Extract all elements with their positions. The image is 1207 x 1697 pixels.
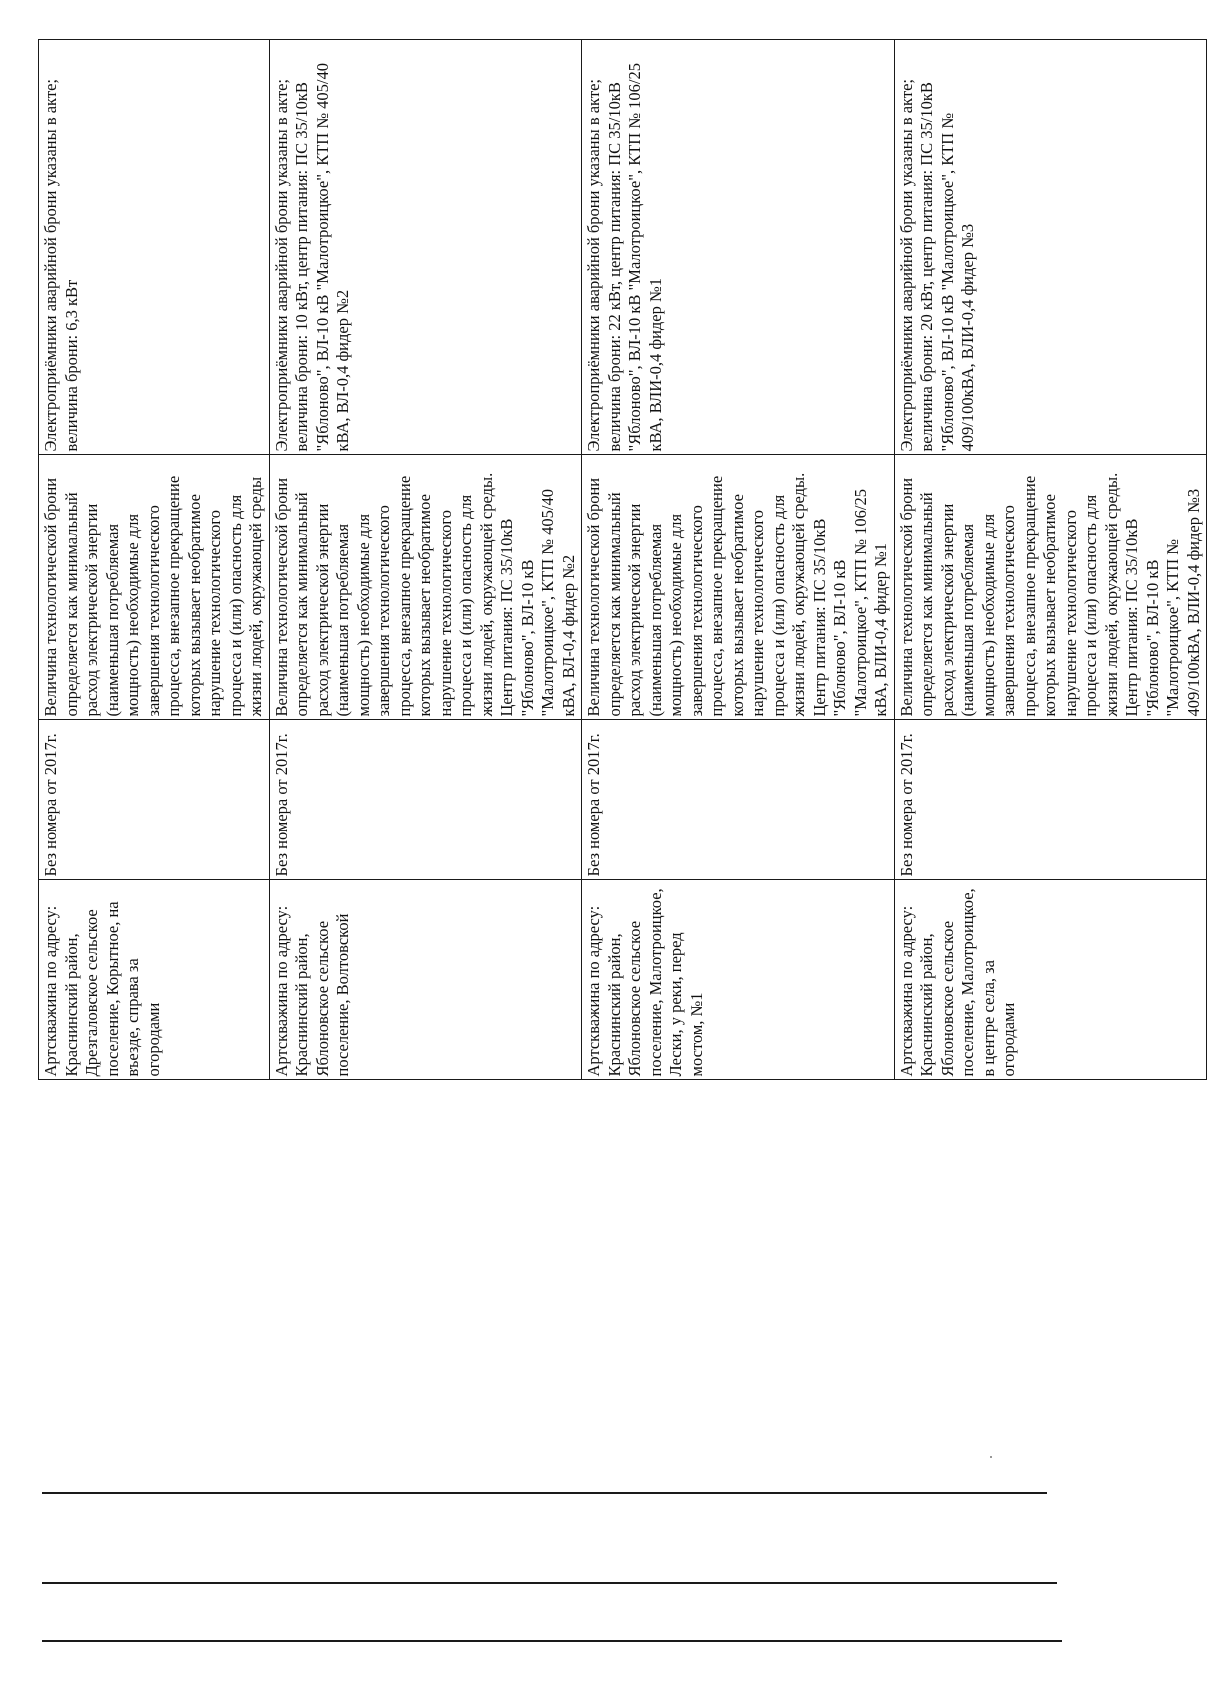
emergency-reserve-text: Электроприёмники аварийной брони указаны в акте; величина брони: 10 кВт, центр питания: ПС 35/10кВ "Яблоново", ВЛ-10 кВ "Малотроицкое", КТП № 405/40 кВА, ВЛ-0,4 фидер №2 — [271, 62, 352, 452]
address-text: Артскважина по адресу: Краснинский район, Яблоновское сельское поселение, Волтовской — [271, 905, 352, 1077]
act-text: Без номера от 2017г. — [41, 733, 60, 877]
empty-column-cell — [894, 1080, 1207, 1645]
bottom-rule-1 — [42, 1492, 1047, 1494]
table-row — [582, 40, 895, 1645]
tech-reserve-cell — [582, 455, 895, 720]
address-cell — [894, 880, 1207, 1080]
act-cell — [894, 720, 1207, 880]
tech-reserve-text: Величина технологической брони определяется как минимальный расход электрической энергии (наименьшая потребляемая мощность) необходимые для завершения технологического процесса, внезапное прекращение которых вызывает необратимое нарушение технологического процесса и (или) опасность для жизни людей, окружающей среды. Центр питания: ПС 35/10кВ "Яблоново", ВЛ-10 кВ "Малотроицкое", КТП № 405/40 кВА, ВЛ-0,4 фидер №2 — [271, 472, 578, 717]
empty-column-cell — [39, 1080, 270, 1645]
address-text: Артскважина по адресу: Краснинский район, Яблоновское сельское поселение, Малотроицкое, в центре села, за огородами — [896, 888, 1018, 1077]
tech-reserve-cell — [39, 455, 270, 720]
address-text: Артскважина по адресу: Краснинский район, Яблоновское сельское поселение, Малотроицкое, Лески, у реки, перед мостом, №1 — [584, 888, 706, 1077]
scan-speck — [990, 1456, 992, 1458]
bottom-rule-2 — [42, 1582, 1057, 1584]
emergency-reserve-cell — [894, 40, 1207, 455]
tech-reserve-text: Величина технологической брони определяется как минимальный расход электрической энергии (наименьшая потребляемая мощность) необходимые для завершения технологического процесса, внезапное прекращение которых вызывает необратимое нарушение технологического процесса и (или) опасность для жизни людей, окружающей среды. Центр питания: ПС 35/10кВ "Яблоново", ВЛ-10 кВ "Малотроицкое", КТП № 106/25 кВА, ВЛИ-0,4 фидер №1 — [584, 472, 890, 717]
tech-reserve-cell — [894, 455, 1207, 720]
emergency-reserve-cell — [39, 40, 270, 455]
tech-reserve-text: Величина технологической брони определяется как минимальный расход электрической энергии (наименьшая потребляемая мощность) необходимые для завершения технологического процесса, внезапное прекращение которых вызывает необратимое нарушение технологического процесса и (или) опасность для жизни людей, окружающей среды — [41, 475, 265, 717]
tech-reserve-cell — [269, 455, 582, 720]
reserve-table — [38, 40, 1207, 1646]
act-text: Без номера от 2017г. — [896, 733, 916, 877]
act-cell — [582, 720, 895, 880]
emergency-reserve-text: Электроприёмники аварийной брони указаны в акте; величина брони: 20 кВт, центр питания: ПС 35/10кВ "Яблоново", ВЛ-10 кВ "Малотроицкое", КТП № 409/100кВА, ВЛИ-0,4 фидер №3 — [896, 79, 977, 452]
table-row — [894, 40, 1207, 1645]
empty-column-cell — [269, 1080, 582, 1645]
emergency-reserve-text: Электроприёмники аварийной брони указаны в акте; величина брони: 22 кВт, центр питания: ПС 35/10кВ "Яблоново", ВЛ-10 кВ "Малотроицкое", КТП № 106/25 кВА, ВЛИ-0,4 фидер №1 — [584, 62, 665, 452]
act-text: Без номера от 2017г. — [584, 733, 603, 877]
address-cell — [39, 880, 270, 1080]
address-cell — [582, 880, 895, 1080]
act-text: Без номера от 2017г. — [271, 733, 291, 877]
emergency-reserve-cell — [269, 40, 582, 455]
emergency-reserve-cell — [582, 40, 895, 455]
act-cell — [39, 720, 270, 880]
act-cell — [269, 720, 582, 880]
table-row — [269, 40, 582, 1645]
rotated-table-sheet — [38, 40, 1203, 1645]
emergency-reserve-text: Электроприёмники аварийной брони указаны в акте; величина брони: 6,3 кВт — [41, 79, 81, 452]
empty-column-cell — [582, 1080, 895, 1645]
address-cell — [269, 880, 582, 1080]
table-row — [39, 40, 270, 1645]
bottom-rule-3 — [42, 1640, 1062, 1642]
tech-reserve-text: Величина технологической брони определяется как минимальный расход электрической энергии (наименьшая потребляемая мощность) необходимые для завершения технологического процесса, внезапное прекращение которых вызывает необратимое нарушение технологического процесса и (или) опасность для жизни людей, окружающей среды. Центр питания: ПС 35/10кВ "Яблоново", ВЛ-10 кВ "Малотроицкое", КТП № 409/100кВА, ВЛИ-0,4 фидер №3 — [896, 472, 1203, 717]
address-text: Артскважина по адресу: Краснинский район, Дрезгаловское сельское поселение, Корытное, на въезде, справа за огородами — [41, 901, 163, 1077]
